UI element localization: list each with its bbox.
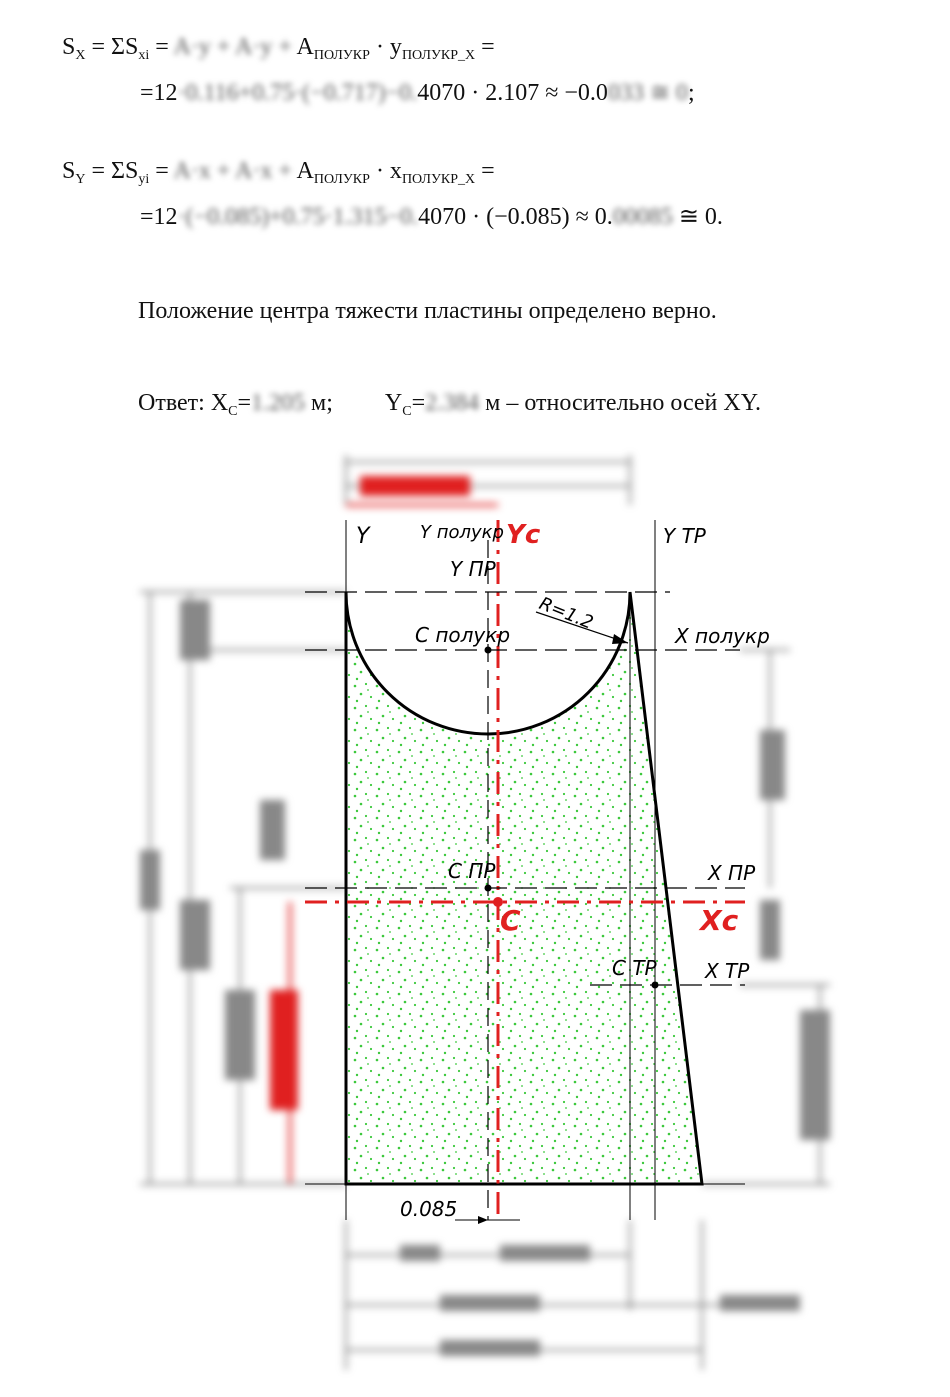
label-x-pr: X ПР <box>708 861 756 885</box>
blurred-terms: ·(−0.085)+0.75·1.315−0. <box>177 204 419 230</box>
blurred-yc-value: 2.384 <box>425 390 480 416</box>
label-radius: R=1.2 <box>536 593 597 634</box>
c-tr-point <box>652 982 659 989</box>
blurred-terms: ·0.116+0.75·(−0.717)−0. <box>177 80 418 106</box>
sy-formula-line1: $S_Y = \Sigma S_{yi} = A\cdot x + A\cdot x + A_{ПОЛУКР} \cdot x_{ПОЛУКР\_X}$ = <box>62 158 495 187</box>
offset-arrow <box>478 1216 488 1224</box>
c-polukr-point <box>485 647 492 654</box>
label-c-tr: C ТР <box>612 956 657 980</box>
blurred-terms: A·y + A·y + <box>173 34 297 60</box>
label-y: Y <box>356 524 370 549</box>
label-y-polukr: Y полукр <box>420 522 504 543</box>
c-pr-point <box>485 885 492 892</box>
label-c: C <box>500 904 521 937</box>
blurred-terms: 033 ≅ 0 <box>607 80 689 106</box>
blurred-terms: A·x + A·x + <box>173 158 297 184</box>
sx-formula-line1: $S_X = \Sigma S_{xi} = A\cdot y + A\cdot y + A_{ПОЛУКР} \cdot y_{ПОЛУКР\_X}$ = <box>62 34 495 63</box>
label-y-pr: Y ПР <box>450 557 496 581</box>
blurred-dimensions-bottom <box>346 1220 800 1370</box>
label-xc: Xc <box>700 904 739 937</box>
blurred-terms: 00085 <box>612 204 679 230</box>
label-c-polukr: C полукр <box>415 623 511 647</box>
blurred-xc-value: 1.205 <box>251 390 306 416</box>
label-x-tr: X ТР <box>705 959 750 983</box>
label-y-tr: Y ТР <box>663 524 706 548</box>
label-yc: Yc <box>506 520 541 550</box>
plate-drawing <box>0 430 950 1397</box>
answer-line: Ответ: $X_C=1.205$ м; $Y_C=2.384$ м – относительно осей XY. <box>138 390 761 419</box>
sx-formula-line2: =12·0.116+0.75·(−0.717)−0.4070 · 2.107 ≈ −0.0033 ≅ 0; <box>140 80 695 106</box>
blurred-dimensions-top <box>346 455 630 505</box>
label-x-polukr: X полукр <box>675 624 770 648</box>
sy-formula-line2: =12·(−0.085)+0.75·1.315−0.4070 · (−0.085) ≈ 0.00085 ≅ 0. <box>140 204 723 230</box>
label-offset: 0.085 <box>400 1197 458 1221</box>
label-c-pr: C ПР <box>448 859 496 883</box>
verification-statement: Положение центра тяжести пластины определено верно. <box>138 298 717 324</box>
